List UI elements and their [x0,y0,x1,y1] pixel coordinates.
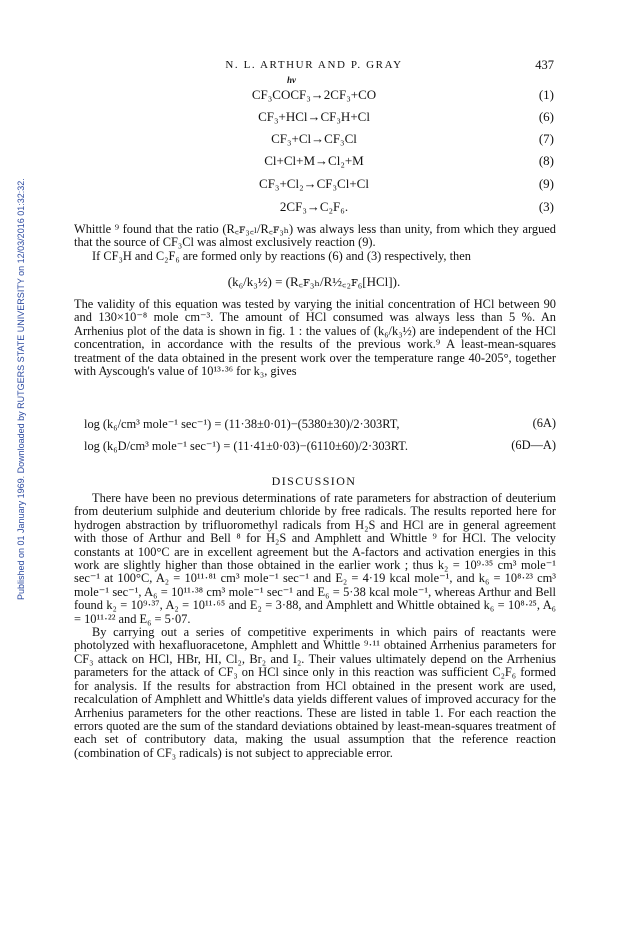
body-paragraph [74,298,556,378]
reaction-equation [74,153,554,175]
body-paragraph [74,223,556,263]
equation-number: (6D—A) [511,438,556,452]
reaction-equation [74,109,554,131]
reaction-formula: CF₃+HCl→CF₃H+Cl [258,109,370,124]
paragraph-text: There have been no previous determinations of rate parameters for abstraction of deuterium from deuterium sulphide and deuterium chloride by free radicals. The results reported here for hydrogen abstraction by trifluoromethyl radicals from H₂S and HCl are in general agreement with those of Arthur and Bell ⁸ for H₂S and Amphlett and Whittle ⁹ for HCl. The velocity constants at 100°C are in excellent agreement but the A-factors and activation energies in this work are slightly higher than those obtained in the earlier work ; thus k₂ = 10⁹·³⁵ cm³ mole⁻¹ sec⁻¹ at 100°C, A₂ = 10¹¹·⁸¹ cm³ mole⁻¹ sec⁻¹ and E₂ = 4·19 kcal mole⁻¹, and k₆ = 10⁸·²³ cm³ mole⁻¹ sec⁻¹, A₆ = 10¹¹·³⁸ cm³ mole⁻¹ sec⁻¹ and E₆ = 5·38 kcal mole⁻¹, whereas Arthur and Bell found k₂ = 10⁹·³⁷, A₂ = 10¹¹·⁶⁵ and E₂ = 3·88, and Amphlett and Whittle obtained k₆ = 10⁸·²⁵, A₆ = 10¹¹·²² and E₆ = 5·07. [74,491,556,626]
reaction-formula: CF₃+Cl→CF₃Cl [271,131,357,146]
paragraph-text: By carrying out a series of competitive experiments in which pairs of reactants were photolyzed with hexafluoracetone, Amphlett and Whittle ⁹·¹¹ obtained Arrhenius parameters for CF₃ attack on HCl, HBr, HI, Cl₂, Br₂ and I₂. Their values ultimately depend on the Arrhenius parameters for the attack of CF₃ on HCl since only in this reaction was sufficient C₂F₆ formed for analysis. If the results for abstraction from HCl obtained in the present work are used, recalculation of Amphlett and Whittle's data yields different values of improved accuracy for the Arrhenius parameters for the other reactions. These are listed in table 1. For each reaction the errors quoted are the sum of the standard deviations obtained by least-mean-squares treatment of each set of contributory data, making the usual assumption that the reference reaction (combination of CF₃ radicals) is not subject to appreciable error. [74,625,556,760]
reaction-equation [74,199,554,221]
arrhenius-formula: log (k₆/cm³ mole⁻¹ sec⁻¹) = (11·38±0·01)−(5380±30)/2·303RT, [84,417,400,431]
reaction-number: (6) [538,109,554,124]
body-paragraph [74,492,556,760]
reaction-number: (3) [538,199,554,214]
paragraph-text: If CF₃H and C₂F₆ are formed only by reactions (6) and (3) respectively, then [92,248,471,263]
reaction-number: (9) [538,176,554,191]
reaction-number: (7) [538,131,554,146]
page-header [74,59,554,75]
reaction-number: (1) [538,87,554,102]
photolysis-label: hν [287,75,296,85]
page-number: 437 [535,58,554,72]
download-notice [4,120,26,600]
reaction-formula: CF₃+Cl₂→CF₃Cl+Cl [259,176,369,191]
reaction-equation [74,131,554,153]
reaction-equation [74,87,554,109]
equation-number: (6A) [532,416,556,430]
section-heading: DISCUSSION [271,474,357,488]
download-notice-text: Published on 01 January 1969. Downloaded by RUTGERS STATE UNIVERSITY on 12/03/2016 01:32:32. [16,178,26,600]
reaction-formula: CF₃COCF₃→2CF₃+CO [251,87,377,102]
rate-relation: (k₆/k₃½) = (R꜀ꜰ₃ₕ/R½꜀₂ꜰ₆[HCl]). [227,274,401,289]
running-head-authors: N. L. ARTHUR AND P. GRAY [225,59,403,71]
paragraph-text: The validity of this equation was tested by varying the initial concentration of HCl between 90 and 130×10⁻⁸ mole cm⁻³. The amount of HCl consumed was always less than 5 %. An Arrhenius plot of the data is shown in fig. 1 : the values of (k₆/k₃½) are independent of the HCl concentration, in accordance with the results of the previous work.⁹ A least-mean-squares treatment of the data obtained in the present work over the temperature range 40-205°, together with Ayscough's value of 10¹³·³⁶ for k₃, gives [74,297,556,379]
reaction-number: (8) [538,153,554,168]
paragraph-text: Whittle ⁹ found that the ratio (R꜀ꜰ₃꜀ₗ/R꜀ꜰ₃ₕ) was always less than unity, from which they argued that the source of CF₃Cl was almost exclusively reaction (9). [74,222,556,250]
arrhenius-formula: log (k₆D/cm³ mole⁻¹ sec⁻¹) = (11·41±0·03)−(6110±60)/2·303RT. [84,439,409,453]
reaction-equation [74,176,554,198]
reaction-formula: Cl+Cl+M→Cl₂+M [264,153,364,168]
reaction-formula: 2CF₃→C₂F₆. [279,199,349,214]
